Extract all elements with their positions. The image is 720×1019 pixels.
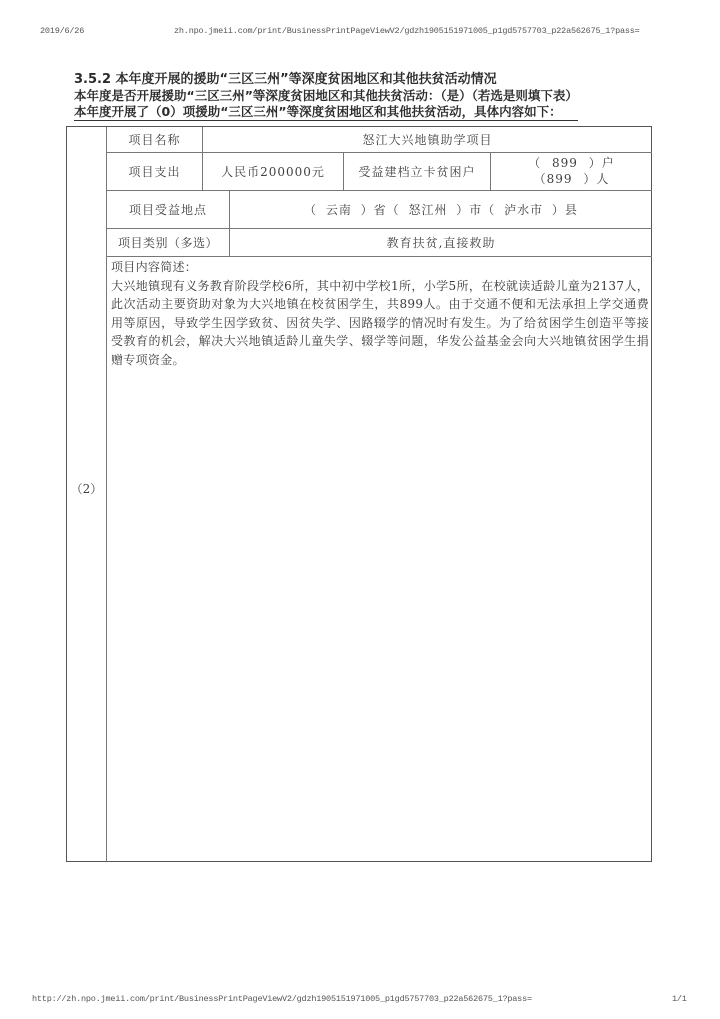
beneficiary-value: （ 899 ）户 （899 ）人 (528, 156, 615, 186)
poverty-activity-question: 本年度是否开展援助“三区三州”等深度贫困地区和其他扶贫活动：（是）（若选是则填下表） (74, 88, 578, 103)
row-divider-4 (107, 256, 652, 257)
section-title: 3.5.2 本年度开展的援助“三区三州”等深度贫困地区和其他扶贫活动情况 (74, 72, 497, 87)
project-category-label: 项目类别（多选） (117, 235, 218, 250)
activity-count-line: 本年度开展了（0）项援助“三区三州”等深度贫困地区和其他扶贫活动，具体内容如下： (74, 104, 578, 121)
project-name-value: 怒江大兴地镇助学项目 (362, 133, 493, 147)
project-summary (111, 258, 649, 369)
project-location-label: 项目受益地点 (128, 202, 207, 217)
project-name-label: 项目名称 (128, 133, 181, 147)
beneficiary-label: 受益建档立卡贫困户 (358, 164, 476, 179)
project-expense-label: 项目支出 (128, 164, 181, 179)
project-summary-label: 项目内容简述： (111, 260, 198, 274)
project-summary-text: 大兴地镇现有义务教育阶段学校6所，其中初中学校1所，小学5所，在校就读适龄儿童为2137人，此次活动主要资助对象为大兴地镇在校贫困学生，共899人。由于交通不便和无法承担上学交通费用等原因，导致学生因学致贫、因贫失学、因路辍学的情况时有发生。为了给贫困学生创造平等接受教育的机会，解决大兴地镇适龄儿童失学、辍学等问题，华发公益基金会向大兴地镇贫困学生捐赠专项资金。 (111, 278, 649, 367)
project-category-value: 教育扶贫,直接救助 (386, 235, 496, 250)
project-seq-number: （2） (70, 482, 103, 496)
project-expense-value: 人民币200000元 (221, 164, 325, 179)
print-header-url: zh.npo.jmeii.com/print/BusinessPrintPageViewV2/gdzh1905151971005_p1gd5757703_p22a562675_1?pass= (174, 26, 640, 36)
print-date: 2019/6/26 (40, 26, 85, 36)
project-location-value: （ 云南 ）省（ 怒江州 ）市（ 泸水市 ）县 (304, 202, 578, 217)
page-number: 1/1 (672, 994, 687, 1004)
section-header (74, 72, 578, 121)
print-footer-url: http://zh.npo.jmeii.com/print/BusinessPrintPageViewV2/gdzh1905151971005_p1gd5757703_p22a562675_1?pass= (32, 994, 532, 1004)
